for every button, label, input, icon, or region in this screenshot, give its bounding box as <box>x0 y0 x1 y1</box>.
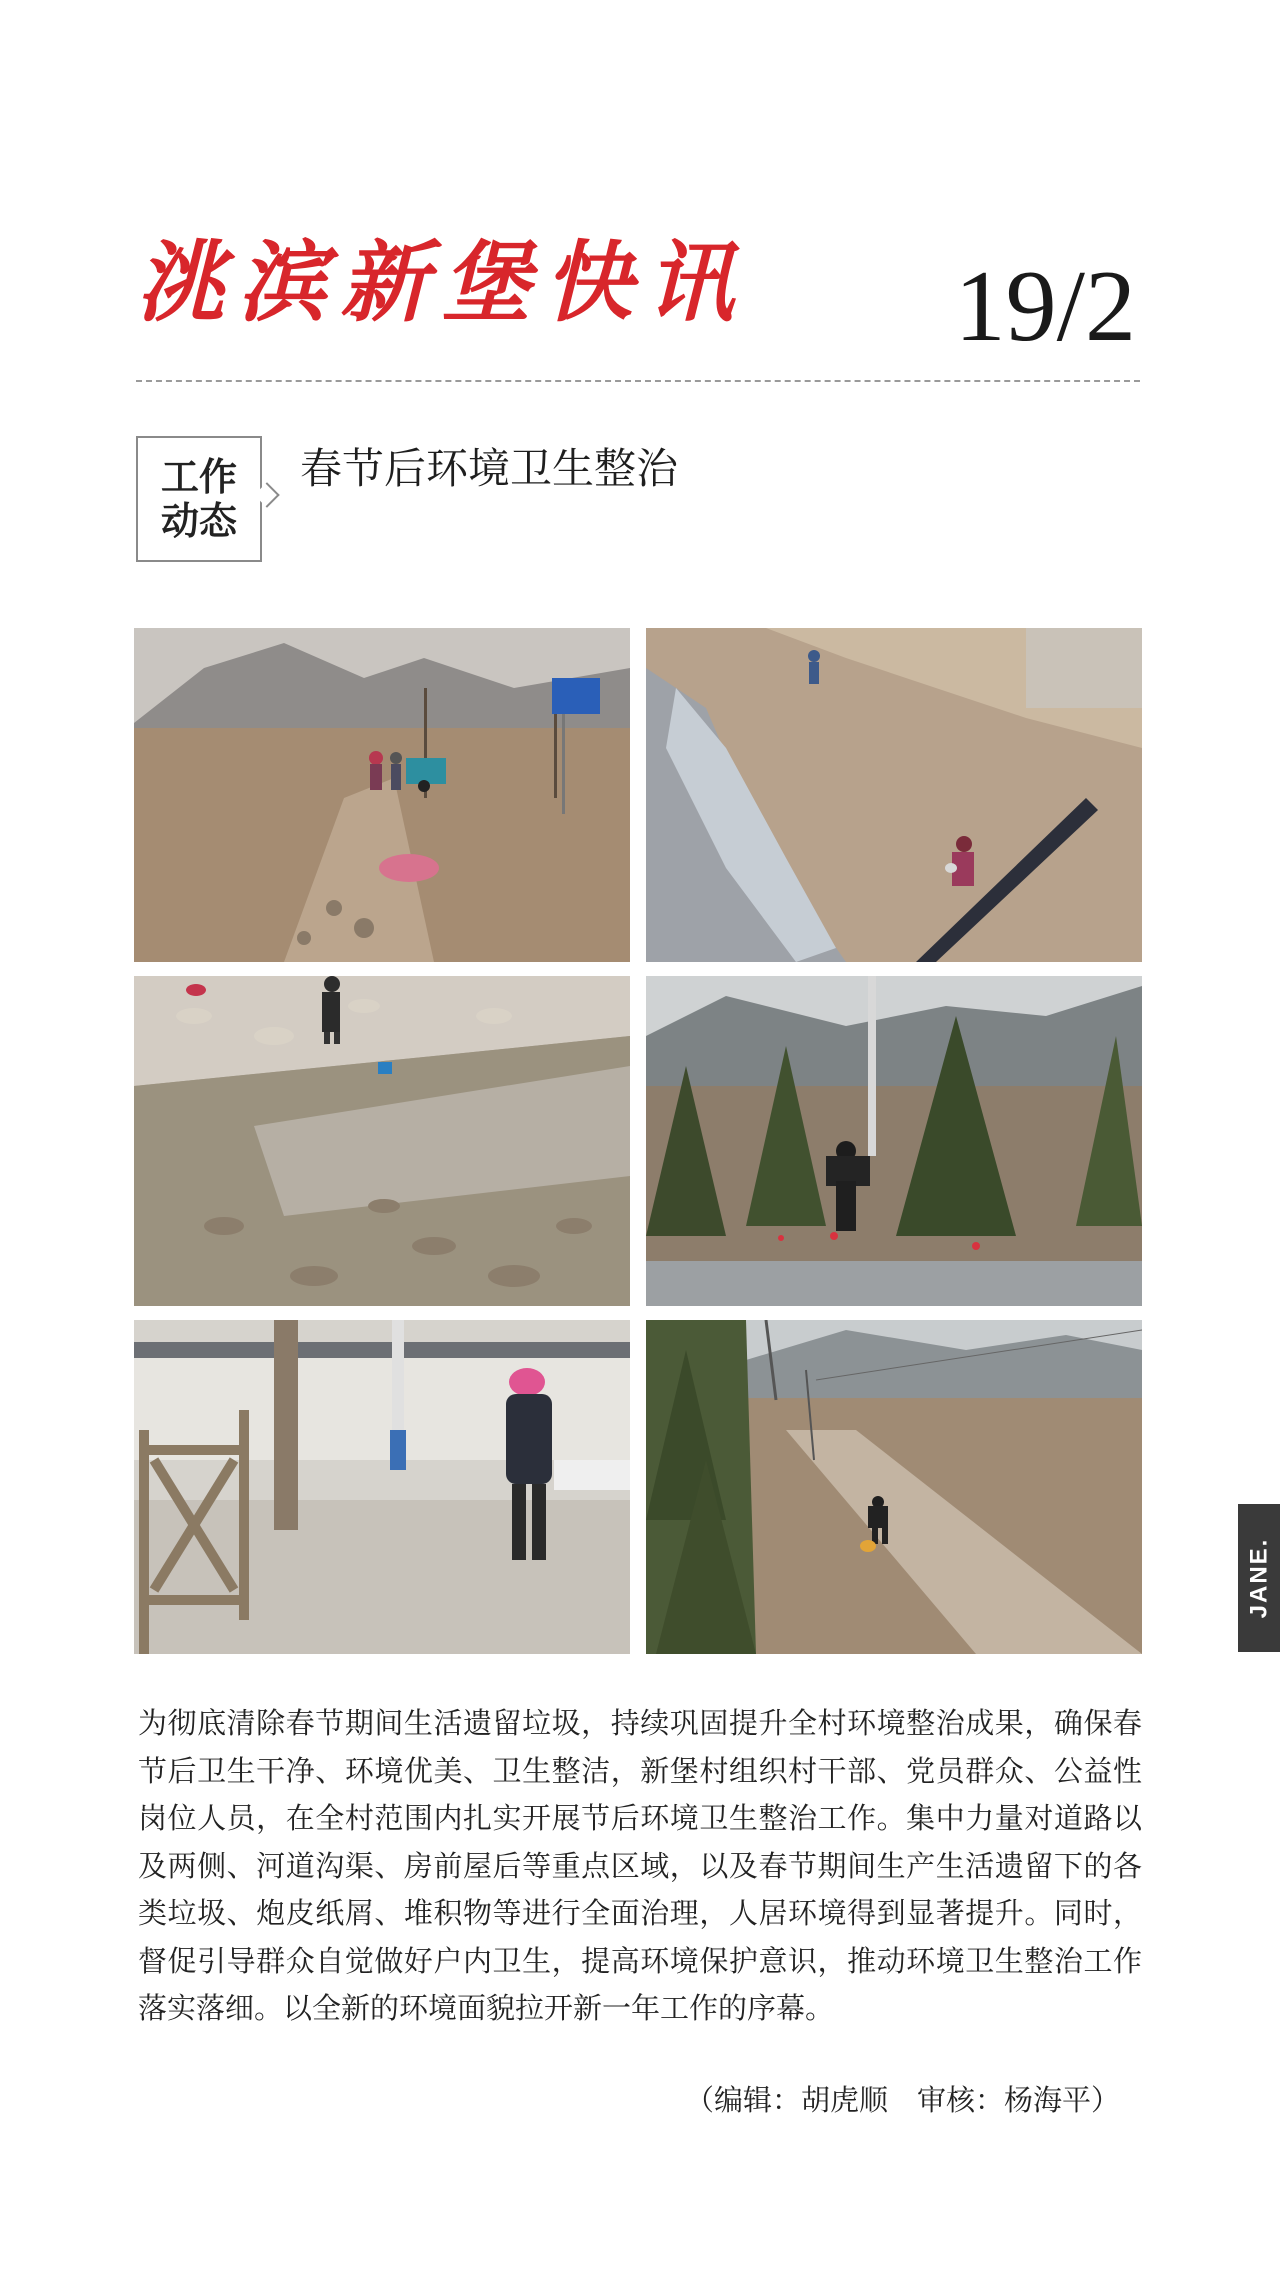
photo-ditch-cleanup <box>646 628 1142 962</box>
side-tab-label: JANE. <box>1245 1537 1272 1619</box>
section-title: 春节后环境卫生整治 <box>300 444 679 493</box>
photo-field-path-cleanup <box>646 1320 1142 1654</box>
side-tab <box>1238 1504 1280 1652</box>
article-body: 为彻底清除春节期间生活遗留垃圾，持续巩固提升全村环境整治成果，确保春节后卫生干净、环境优美、卫生整洁，新堡村组织村干部、党员群众、公益性岗位人员，在全村范围内扎实开展节后环境卫生整治工作。集中力量对道路以及两侧、河道沟渠、房前屋后等重点区域，以及春节期间生产生活遗留下的各类垃圾、炮皮纸屑、堆积物等进行全面治理，人居环境得到显著提升。同时，督促引导群众自觉做好户内卫生，提高环境保护意识，推动环境卫生整治工作落实落细。以全新的环境面貌拉开新一年工作的序幕。 <box>138 1706 1142 2025</box>
photo-village-sweeping <box>134 1320 630 1654</box>
article-credits: （编辑：胡虎顺 审核：杨海平） <box>684 2083 1120 2117</box>
section-tag-line2: 动态 <box>160 499 237 543</box>
section-tag-line1: 工作 <box>160 455 237 499</box>
masthead-title: 洮滨新堡快讯 <box>136 230 749 334</box>
dashed-divider <box>136 380 1140 382</box>
photo-tree-planting <box>646 976 1142 1306</box>
photo-road-cleanup <box>134 628 630 962</box>
section-tag <box>136 436 262 562</box>
photo-riverbed-cleanup <box>134 976 630 1306</box>
issue-number: 19/2 <box>954 250 1136 363</box>
